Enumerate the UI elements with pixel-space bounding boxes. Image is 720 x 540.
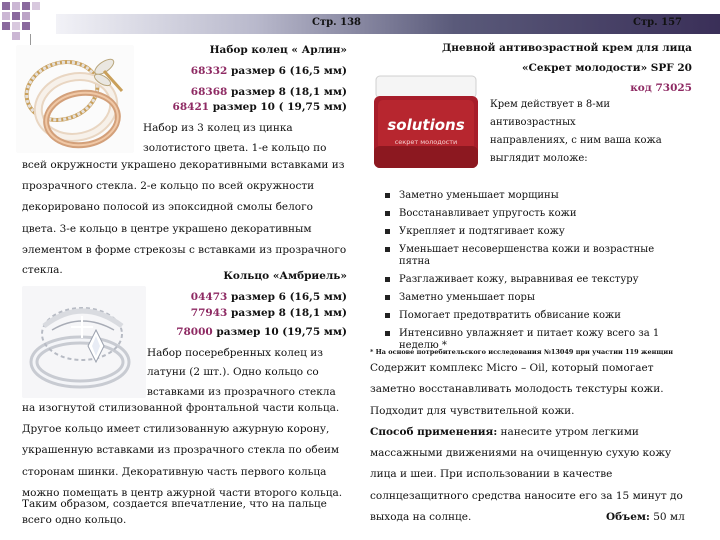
body-line: Подходит для чувствительной кожи.	[370, 404, 575, 417]
product-code: 78000	[176, 326, 213, 338]
set1-size-row	[140, 61, 347, 82]
arlin-rings-image	[16, 45, 134, 153]
volume-label: Объем:	[606, 511, 650, 524]
cream-jar-image	[368, 72, 484, 176]
decor-square	[2, 12, 10, 20]
body-line: Содержит комплекс Micro – Oil, который помогает	[370, 362, 654, 374]
set2-desc-line: украшенную вставками из прозрачного стекла по обеим	[22, 444, 340, 456]
bullet-square-icon	[385, 331, 390, 336]
cream-footnote: * На основе потребительского исследования №13049 при участии 119 женщин	[370, 348, 674, 356]
size-text: размер 8 (18,1 мм)	[227, 307, 347, 319]
right-page-number: Стр. 157	[633, 17, 682, 28]
decor-square	[22, 2, 30, 10]
usage-line: массажными движениями на очищенную сухую кожу	[370, 447, 672, 460]
ambriel-rings-image	[22, 286, 146, 398]
decor-square	[2, 2, 10, 10]
set2-desc-line: Другое кольцо имеет стилизованную ажурную корону,	[22, 423, 330, 435]
cream-title-line2: «Секрет молодости» SPF 20	[521, 62, 692, 74]
jar-brand: solutions	[387, 116, 465, 134]
set2-desc-line: всего одно кольцо.	[22, 514, 127, 526]
intro-line: направлениях, с ним ваша кожа	[490, 135, 662, 146]
usage-line	[370, 507, 710, 528]
set2-title: Кольцо «Амбриель»	[223, 270, 347, 282]
benefit-text: Заметно уменьшает поры	[399, 292, 535, 303]
set2-desc-line: сторонам шинки. Декоративную часть первого кольца	[22, 466, 327, 478]
bullet-square-icon	[385, 295, 390, 300]
set2-desc-line: Таким образом, создается впечатление, что на пальце	[22, 498, 327, 510]
benefit-item	[383, 208, 683, 220]
size-text: размер 10 ( 19,75 мм)	[209, 101, 347, 113]
set2-size-row	[140, 322, 347, 343]
benefit-item	[383, 310, 683, 322]
usage-line: лица и шеи. При использовании в качестве	[370, 468, 613, 481]
size-text: размер 6 (16,5 мм)	[227, 65, 347, 77]
size-text: размер 8 (18,1 мм)	[227, 86, 347, 98]
product-code: 77943	[190, 307, 228, 319]
decor-square	[22, 12, 30, 20]
usage-text: нанесите утром легкими	[497, 425, 639, 438]
set1-title: Набор колец « Арлин»	[209, 44, 347, 56]
set2-desc-line: на изогнутой стилизованной фронтальной части кольца.	[22, 402, 340, 414]
bullet-square-icon	[385, 229, 390, 234]
set2-desc-line: вставками из прозрачного стекла	[147, 386, 336, 398]
set1-desc-line: элементом в форме стрекозы с вставками из прозрачного	[22, 244, 347, 256]
set1-desc-line: прозрачного стекла. 2-е кольцо по всей окружности	[22, 180, 315, 192]
decor-square	[12, 22, 20, 30]
intro-line: Крем действует в 8-ми	[490, 99, 611, 110]
benefit-item	[383, 292, 683, 304]
set1-size-row	[140, 96, 347, 118]
product-code: 04473	[190, 291, 228, 303]
benefit-item	[383, 244, 683, 268]
jar-label: секрет молодости	[394, 138, 458, 146]
left-page-number: Стр. 138	[312, 17, 361, 28]
benefit-item	[383, 274, 683, 286]
set2-desc-line: можно помещать в центр ажурной части второго кольца.	[22, 487, 343, 499]
usage-line	[370, 422, 710, 443]
benefit-text: Укрепляет и подтягивает кожу	[399, 226, 565, 237]
set2-desc-line: латуни (2 шт.). Одно кольцо со	[147, 366, 319, 378]
volume	[606, 507, 685, 528]
decor-square	[12, 12, 20, 20]
bullet-square-icon	[385, 247, 390, 252]
benefit-text: Уменьшает несовершенства кожи и возрастные пятна	[399, 244, 655, 267]
set1-desc-line: цвета. 3-е кольцо в центре украшено декоративным	[22, 223, 312, 235]
set1-desc-line: декорировано полосой из эпоксидной смолы белого	[22, 201, 313, 213]
benefit-text: Интенсивно увлажняет и питает кожу всего за 1 неделю *	[399, 328, 660, 351]
set1-desc-line: Набор из 3 колец из цинка	[143, 122, 293, 134]
set1-desc-line: золотистого цвета. 1-е кольцо по	[143, 142, 327, 154]
volume-value: 50 мл	[649, 511, 685, 524]
cream-benefits-list	[383, 190, 683, 358]
decor-square	[32, 2, 40, 10]
product-code: 68368	[190, 86, 228, 98]
cream-title-line1: Дневной антивозрастной крем для лица	[441, 42, 692, 54]
set2-desc-line: Набор посеребренных колец из	[147, 347, 323, 359]
set1-desc-line: стекла.	[22, 264, 63, 276]
usage-label: Способ применения:	[370, 425, 498, 438]
product-code: код 73025	[630, 82, 692, 94]
size-text: размер 10 (19,75 мм)	[212, 326, 347, 338]
benefit-text: Восстанавливает упругость кожи	[399, 208, 577, 219]
set1-desc-line: всей окружности украшено декоративными вставками из	[22, 159, 345, 171]
cream-intro	[490, 96, 662, 168]
benefit-item	[383, 190, 683, 202]
header-band	[56, 14, 720, 34]
bullet-square-icon	[385, 277, 390, 282]
intro-line: выглядит моложе:	[490, 153, 588, 164]
body-line: заметно восстанавливать молодость текстуры кожи.	[370, 383, 664, 396]
decor-square	[12, 2, 20, 10]
decor-square	[22, 22, 30, 30]
usage-line: солнцезащитного средства наносите его за 15 минут до	[370, 489, 683, 502]
decor-square	[12, 32, 20, 40]
bullet-square-icon	[385, 193, 390, 198]
intro-line: антивозрастных	[490, 117, 576, 128]
benefit-text: Разглаживает кожу, выравнивая ее текстуру	[399, 274, 639, 285]
bullet-square-icon	[385, 211, 390, 216]
benefit-text: Помогает предотвратить обвисание кожи	[399, 310, 621, 321]
usage-text: выхода на солнце.	[370, 511, 472, 524]
bullet-square-icon	[385, 313, 390, 318]
product-code: 68332	[190, 65, 228, 77]
benefit-text: Заметно уменьшает морщины	[399, 190, 559, 201]
decor-square	[2, 22, 10, 30]
size-text: размер 6 (16,5 мм)	[227, 291, 347, 303]
cream-body	[370, 358, 710, 528]
product-code: 68421	[172, 101, 210, 113]
benefit-item	[383, 226, 683, 238]
